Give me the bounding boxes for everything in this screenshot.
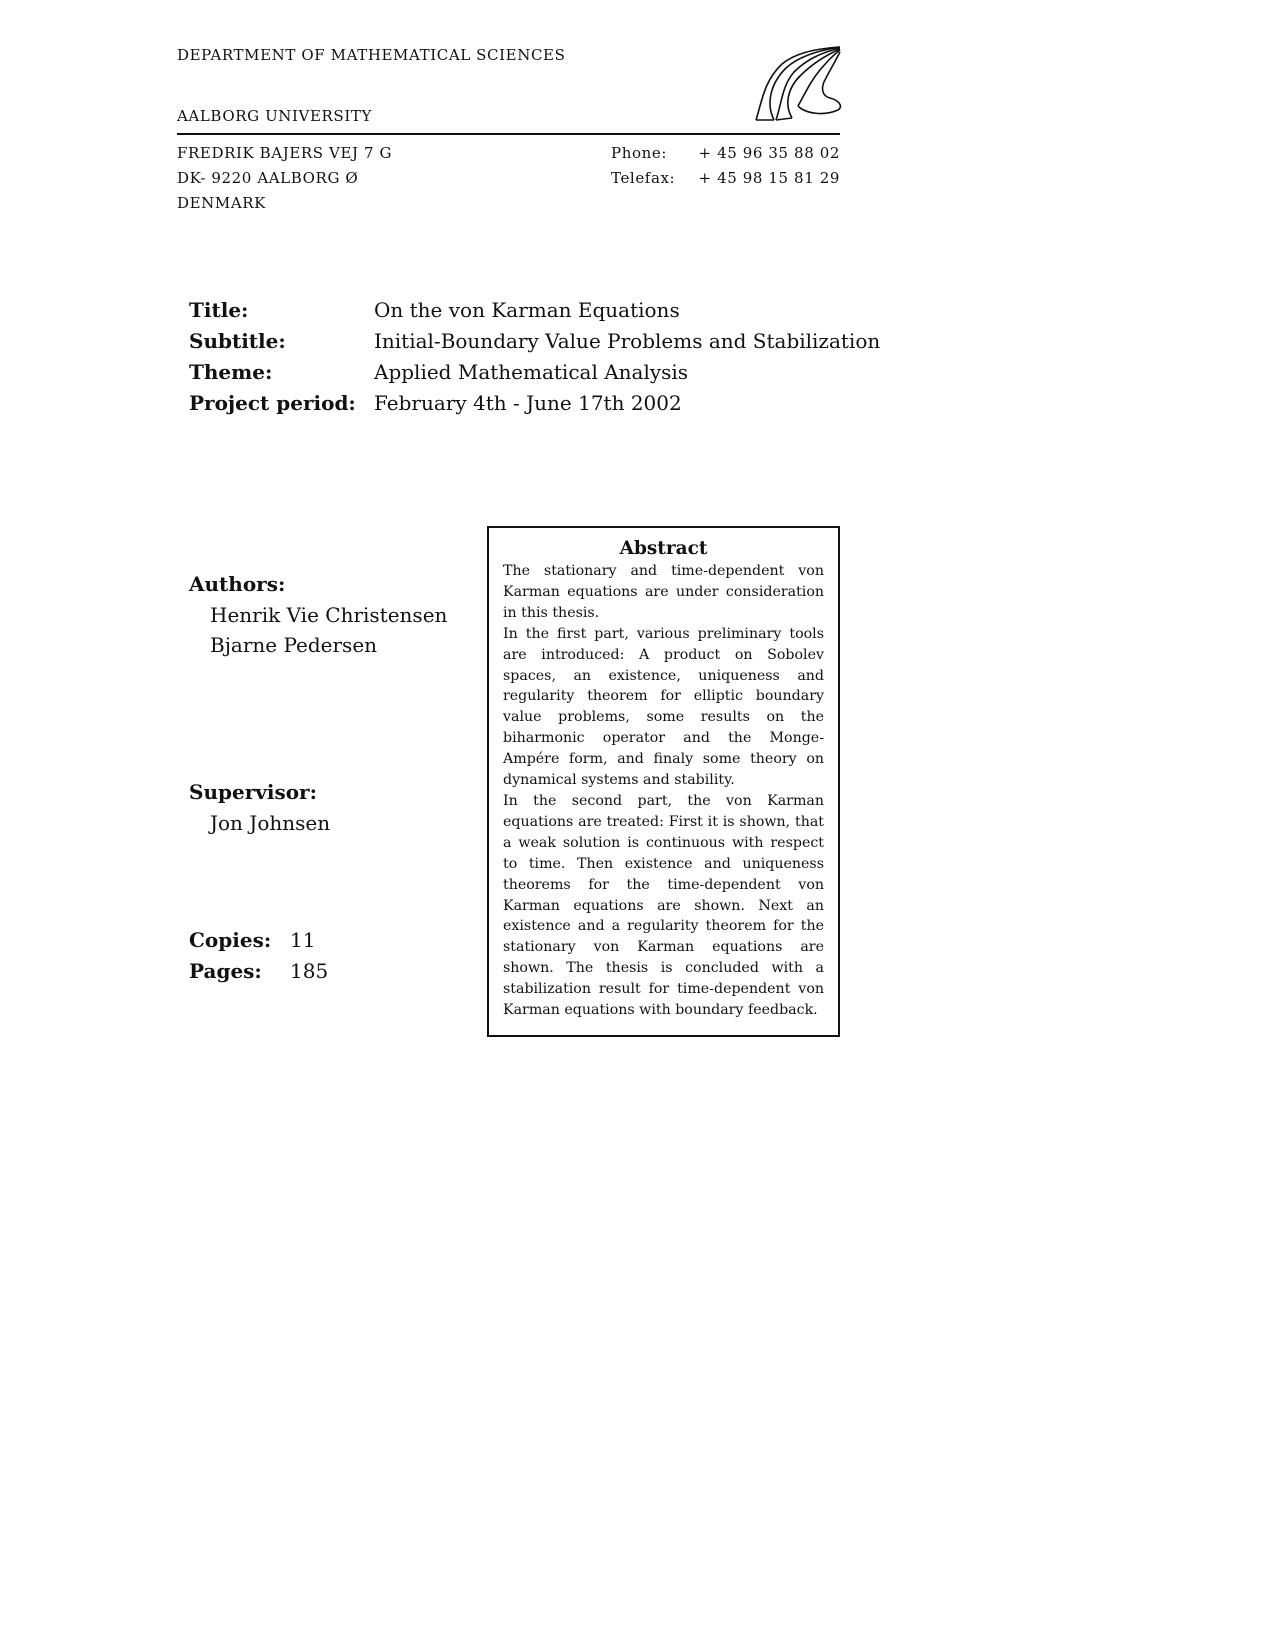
address-line-1: FREDRIK BAJERS VEJ 7 G <box>177 144 393 162</box>
header-rule <box>177 133 840 135</box>
subtitle-label: Subtitle: <box>189 329 286 353</box>
author-name: Henrik Vie Christensen <box>210 603 448 627</box>
university-logo-icon <box>754 46 842 124</box>
pages-value: 185 <box>290 959 329 983</box>
address-line-2: DK- 9220 AALBORG Ø <box>177 169 359 187</box>
theme-value: Applied Mathematical Analysis <box>374 360 689 384</box>
phone-value: + 45 96 35 88 02 <box>698 144 840 162</box>
title-value: On the von Karman Equations <box>374 298 680 322</box>
authors-label: Authors: <box>189 572 286 596</box>
project-period-label: Project period: <box>189 391 356 415</box>
fax-label: Telefax: <box>611 169 676 187</box>
university-name: AALBORG UNIVERSITY <box>177 107 372 125</box>
pages-label: Pages: <box>189 959 262 983</box>
title-label: Title: <box>189 298 249 322</box>
abstract-box <box>487 526 840 1037</box>
project-period-value: February 4th - June 17th 2002 <box>374 391 682 415</box>
abstract-paragraph: In the first part, various preliminary tools are introduced: A product on Sobolev spaces, an existence, uniqueness and regularity theorem for elliptic boundary value problems, some results on the biharmonic operator and the Monge-Ampére form, and finaly some theory on dynamical systems and stability. <box>503 625 824 789</box>
copies-value: 11 <box>290 928 316 952</box>
fax-value: + 45 98 15 81 29 <box>698 169 840 187</box>
department-name: DEPARTMENT OF MATHEMATICAL SCIENCES <box>177 46 566 64</box>
author-name: Bjarne Pedersen <box>210 633 378 657</box>
subtitle-value: Initial-Boundary Value Problems and Stabilization <box>374 329 881 353</box>
abstract-paragraph: In the second part, the von Karman equations are treated: First it is shown, that a weak solution is continuous with respect to time. Then existence and uniqueness theorems for the time-dependent von Karman equations are shown. Next an existence and a regularity theorem for the stationary von Karman equations are shown. The thesis is concluded with a stabilization result for time-dependent von Karman equations with boundary feedback. <box>503 792 824 1019</box>
theme-label: Theme: <box>189 360 273 384</box>
abstract-paragraph: The stationary and time-dependent von Karman equations are under consideration in this thesis. <box>503 563 824 621</box>
abstract-title: Abstract <box>619 538 708 559</box>
copies-label: Copies: <box>189 928 272 952</box>
address-line-3: DENMARK <box>177 194 266 212</box>
supervisor-label: Supervisor: <box>189 780 317 804</box>
supervisor-name: Jon Johnsen <box>210 811 331 835</box>
phone-label: Phone: <box>611 144 667 162</box>
